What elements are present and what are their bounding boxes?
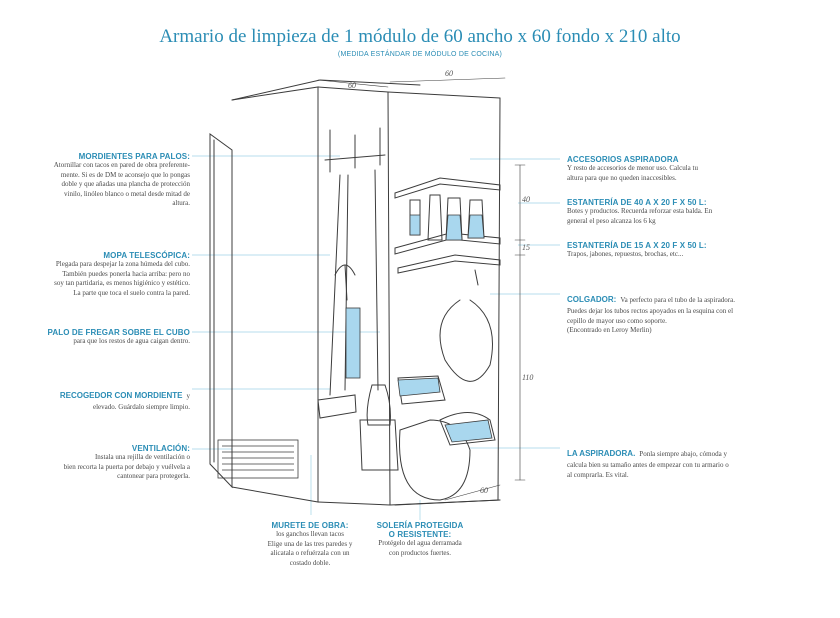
annotation-mopa [20, 251, 190, 298]
annotation-recogedor [20, 385, 190, 413]
annotation-body [20, 403, 190, 413]
annotation-ventilacion [20, 444, 190, 482]
annotation-first-line: Va perfecto para el tubo de la aspiradora. [620, 296, 735, 304]
annotation-heading: RECOGEDOR CON MORDIENTE [59, 391, 183, 400]
annotation-soleria [360, 521, 480, 558]
annotation-body [20, 337, 190, 347]
annotation-line: Plegada para despejar la zona húmeda del cubo. [55, 260, 190, 268]
annotation-line: costado doble. [289, 558, 331, 567]
annotation-body [360, 539, 480, 558]
page-subtitle: (MEDIDA ESTÁNDAR DE MÓDULO DE COCINA) [337, 51, 503, 58]
dim-top-left: 60 [348, 81, 356, 90]
annotation-heading: LA ASPIRADORA. [567, 449, 636, 458]
annotation-body [567, 307, 807, 336]
annotation-line: altura para que no queden inaccesibles. [567, 173, 677, 182]
annotation-body [567, 164, 797, 183]
annotation-heading: MURETE DE OBRA: [271, 521, 349, 530]
ventilation-grille [218, 440, 298, 478]
annotation-palo [20, 328, 190, 347]
annotation-body [20, 260, 190, 298]
dim-bottom: 60 [480, 486, 488, 495]
annotation-heading: MORDIENTES PARA PALOS: [78, 152, 190, 161]
annotation-line: Botes y productos. Recuerda reforzar esta balda. En [567, 207, 713, 215]
annotation-line: mente. Si es de DM te aconsejo que lo pongas [60, 170, 190, 179]
annotation-line: Instala una rejilla de ventilación o [94, 453, 190, 461]
annotation-heading-suffix: y [186, 392, 190, 400]
annotation-colgador [567, 289, 807, 336]
annotation-line: bien recorta la puerta por debajo y vuélvela a [63, 462, 190, 471]
cabinet-outline [210, 78, 525, 505]
annotation-line: (Encontrado en Leroy Merlin) [567, 326, 652, 334]
annotation-line: alicatala o refuérzala con un [270, 549, 350, 557]
annotation-heading: MOPA TELESCÓPICA: [103, 251, 190, 260]
annotation-heading: COLGADOR: [567, 295, 617, 304]
dim-height: 110 [522, 373, 534, 382]
annotation-line: También puedes ponerla hacia arriba: pero no [62, 269, 190, 278]
annotation-line: al comprarla. Es vital. [567, 470, 629, 479]
annotation-estanteria-15 [567, 241, 797, 260]
annotation-line: Elige una de las tres paredes y [267, 539, 353, 548]
annotation-aspiradora [567, 443, 807, 480]
annotation-body [20, 453, 190, 482]
dim-shelf-upper: 40 [522, 195, 530, 204]
annotation-murete [250, 521, 370, 568]
annotation-line: doble y que añadas una plancha de protección [61, 180, 190, 188]
annotation-heading [360, 521, 480, 539]
annotation-body [250, 530, 370, 568]
annotation-body [567, 207, 797, 226]
annotation-heading: ESTANTERÍA DE 15 A X 20 F X 50 L: [567, 241, 707, 250]
annotation-line: soy tan partidaria, es menos higiénico y estético. [54, 279, 190, 287]
annotation-heading: ESTANTERÍA DE 40 A X 20 F X 50 L: [567, 198, 707, 207]
annotation-body [567, 250, 797, 260]
annotation-mordientes [20, 152, 190, 209]
annotation-line: con productos fuertes. [388, 548, 451, 557]
annotation-line: elevado. Guárdalo siempre limpio. [93, 403, 190, 411]
annotation-body [20, 161, 190, 209]
annotation-line: Protégelo del agua derramada [378, 539, 462, 547]
annotation-line: para que los restos de agua caigan dentro. [73, 337, 190, 345]
annotation-line: los ganchos llevan tacos [276, 530, 344, 538]
annotation-line: cantonear para protegerla. [117, 472, 190, 480]
annotation-line: Puedes dejar los tubos rectos apoyados en la esquina con el [567, 307, 734, 315]
page-title: Armario de limpieza de 1 módulo de 60 ancho x 60 fondo x 210 alto [159, 26, 681, 47]
annotation-line: altura. [172, 199, 190, 207]
annotation-body [567, 461, 807, 480]
annotation-line: general el peso alcanza los 6 kg [567, 216, 656, 225]
annotation-line: Y resto de accesorios de menor uso. Calcula tu [567, 164, 698, 172]
dim-top-right: 60 [445, 69, 453, 78]
dim-shelf-gap: 15 [522, 243, 530, 252]
annotation-line: Trapos, jabones, repuestos, brochas, etc... [567, 250, 684, 258]
annotation-line: vinilo, linóleo blanco o metal desde mitad de [64, 189, 190, 198]
annotation-line: Atornillar con tacos en pared de obra preferente- [53, 161, 190, 169]
annotation-heading: ACCESORIOS ASPIRADORA [567, 155, 679, 164]
annotation-accesorios [567, 155, 797, 183]
annotation-line: calcula bien su tamaño antes de empezar con tu armario o [567, 461, 729, 469]
annotation-line: La parte que toca el suelo contra la pared. [73, 288, 190, 297]
annotation-estanteria-40 [567, 198, 797, 226]
annotation-heading: PALO DE FREGAR SOBRE EL CUBO [47, 328, 190, 337]
annotation-first-line: Ponla siempre abajo, cómoda y [639, 450, 727, 458]
annotation-line: cepillo de mayor uso como soporte. [567, 316, 667, 325]
annotation-heading: VENTILACIÓN: [131, 444, 190, 453]
annotation-heading-line: O RESISTENTE: [388, 530, 452, 539]
annotation-heading-line: SOLERÍA PROTEGIDA [376, 521, 464, 530]
